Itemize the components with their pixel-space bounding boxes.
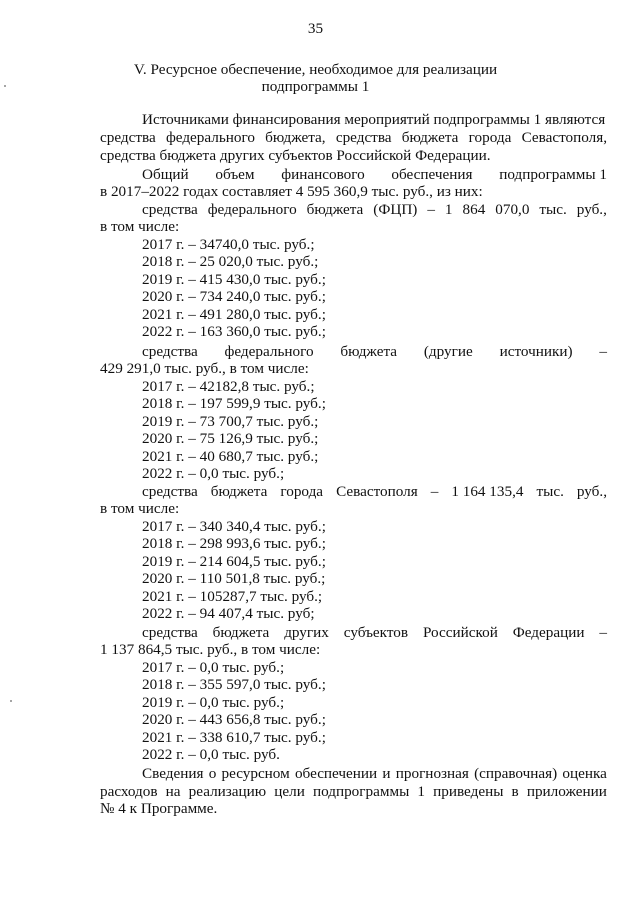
- federal-fcp-year: 2022 г. – 163 360,0 тыс. руб.;: [142, 323, 326, 340]
- federal-other-year: 2020 г. – 75 126,9 тыс. руб.;: [142, 430, 319, 447]
- federal-fcp-line-2: в том числе:: [100, 218, 180, 235]
- federal-other-line-2: 429 291,0 тыс. руб., в том числе:: [100, 360, 309, 377]
- section-heading-line2: подпрограммы 1: [261, 78, 370, 95]
- sevastopol-year: 2021 г. – 105287,7 тыс. руб.;: [142, 588, 323, 605]
- word: и: [382, 765, 391, 782]
- word: города: [468, 129, 512, 146]
- federal-other-year: 2019 г. – 73 700,7 тыс. руб.;: [142, 413, 319, 430]
- word: приведены: [433, 783, 504, 800]
- federal-fcp-year: 2018 г. – 25 020,0 тыс. руб.;: [142, 253, 319, 270]
- sevastopol-year: 2017 г. – 340 340,4 тыс. руб.;: [142, 518, 326, 535]
- word: (другие: [423, 343, 473, 360]
- closing-line-1: [142, 765, 607, 783]
- word: бюджета: [401, 129, 459, 146]
- federal-other-year: 2017 г. – 42182,8 тыс. руб.;: [142, 378, 315, 395]
- word: Общий: [142, 166, 189, 183]
- intro-line-2: [100, 129, 607, 147]
- word: источники): [499, 343, 573, 360]
- federal-other-year: 2022 г. – 0,0 тыс. руб.;: [142, 465, 285, 482]
- word: обеспечении: [294, 765, 378, 782]
- word: 864: [462, 201, 486, 218]
- sevastopol-line-2: в том числе:: [100, 500, 180, 517]
- word: тыс.: [539, 201, 567, 218]
- word: бюджета: [306, 201, 364, 218]
- word: федерального: [207, 201, 297, 218]
- word: подпрограммы: [312, 783, 410, 800]
- word: (справочная): [474, 765, 558, 782]
- word: Федерации: [512, 624, 585, 641]
- word: расходов: [100, 783, 158, 800]
- word: средства: [335, 129, 392, 146]
- federal-other-line-1: [142, 343, 607, 361]
- word: других: [284, 624, 329, 641]
- sevastopol-year: 2019 г. – 214 604,5 тыс. руб.;: [142, 553, 326, 570]
- total-line-1: [142, 166, 607, 184]
- word: Сведения: [142, 765, 204, 782]
- word: ресурсном: [221, 765, 290, 782]
- word: руб.,: [576, 483, 607, 500]
- other-subjects-year: 2022 г. – 0,0 тыс. руб.: [142, 746, 280, 763]
- word: 070,0: [495, 201, 530, 218]
- word: о: [208, 765, 217, 782]
- word: Севастополя: [336, 483, 418, 500]
- sevastopol-line-1: [142, 483, 607, 501]
- total-line-2: в 2017–2022 годах составляет 4 595 360,9 тыс. руб., из них:: [100, 183, 483, 200]
- word: бюджета: [340, 343, 398, 360]
- word: города: [280, 483, 324, 500]
- word: подпрограммы 1: [499, 166, 607, 183]
- word: приложении: [526, 783, 607, 800]
- word: бюджета,: [265, 129, 326, 146]
- word: в: [511, 783, 519, 800]
- word: федерального: [224, 343, 314, 360]
- other-subjects-year: 2020 г. – 443 656,8 тыс. руб.;: [142, 711, 326, 728]
- closing-line-3: № 4 к Программе.: [100, 800, 218, 817]
- word: средства: [142, 343, 198, 360]
- word: –: [599, 343, 607, 360]
- word: 1: [417, 783, 425, 800]
- federal-fcp-line-1: [142, 201, 607, 219]
- federal-fcp-year: 2017 г. – 34740,0 тыс. руб.;: [142, 236, 315, 253]
- word: –: [599, 624, 607, 641]
- word: бюджета: [212, 624, 270, 641]
- other-subjects-year: 2019 г. – 0,0 тыс. руб.;: [142, 694, 285, 711]
- closing-line-2: [100, 783, 607, 801]
- word: федерального: [165, 129, 255, 146]
- word: прогнозная: [395, 765, 469, 782]
- word: тыс.: [536, 483, 564, 500]
- word: объем: [215, 166, 255, 183]
- other-subjects-line-1: [142, 624, 607, 642]
- word: средства: [100, 129, 156, 146]
- word: 1 164 135,4: [451, 483, 524, 500]
- word: (ФЦП): [373, 201, 418, 218]
- scan-speck: [10, 700, 12, 702]
- word: –: [427, 201, 435, 218]
- other-subjects-year: 2021 г. – 338 610,7 тыс. руб.;: [142, 729, 326, 746]
- word: цели: [274, 783, 305, 800]
- word: реализацию: [188, 783, 267, 800]
- other-subjects-line-2: 1 137 864,5 тыс. руб., в том числе:: [100, 641, 321, 658]
- word: 1: [444, 201, 453, 218]
- other-subjects-year: 2018 г. – 355 597,0 тыс. руб.;: [142, 676, 326, 693]
- word: оценка: [562, 765, 607, 782]
- federal-other-year: 2018 г. – 197 599,9 тыс. руб.;: [142, 395, 326, 412]
- other-subjects-year: 2017 г. – 0,0 тыс. руб.;: [142, 659, 285, 676]
- sevastopol-year: 2018 г. – 298 993,6 тыс. руб.;: [142, 535, 326, 552]
- federal-fcp-year: 2019 г. – 415 430,0 тыс. руб.;: [142, 271, 326, 288]
- word: средства: [142, 483, 198, 500]
- word: финансового: [281, 166, 365, 183]
- intro-line-1: Источниками финансирования мероприятий подпрограммы 1 являются: [142, 111, 606, 128]
- word: обеспечения: [391, 166, 473, 183]
- federal-other-year: 2021 г. – 40 680,7 тыс. руб.;: [142, 448, 319, 465]
- federal-fcp-year: 2020 г. – 734 240,0 тыс. руб.;: [142, 288, 326, 305]
- word: –: [430, 483, 439, 500]
- word: Севастополя,: [521, 129, 607, 146]
- word: на: [165, 783, 181, 800]
- page-number: 35: [307, 20, 324, 37]
- word: субъектов: [343, 624, 409, 641]
- word: бюджета: [210, 483, 268, 500]
- word: руб.,: [576, 201, 607, 218]
- sevastopol-year: 2020 г. – 110 501,8 тыс. руб.;: [142, 570, 326, 587]
- word: средства: [142, 201, 198, 218]
- sevastopol-year: 2022 г. – 94 407,4 тыс. руб;: [142, 605, 315, 622]
- federal-fcp-year: 2021 г. – 491 280,0 тыс. руб.;: [142, 306, 326, 323]
- section-heading-line1: V. Ресурсное обеспечение, необходимое для реализации: [133, 61, 498, 78]
- intro-line-3: средства бюджета других субъектов Российской Федерации.: [100, 147, 491, 164]
- word: Российской: [422, 624, 498, 641]
- word: средства: [142, 624, 198, 641]
